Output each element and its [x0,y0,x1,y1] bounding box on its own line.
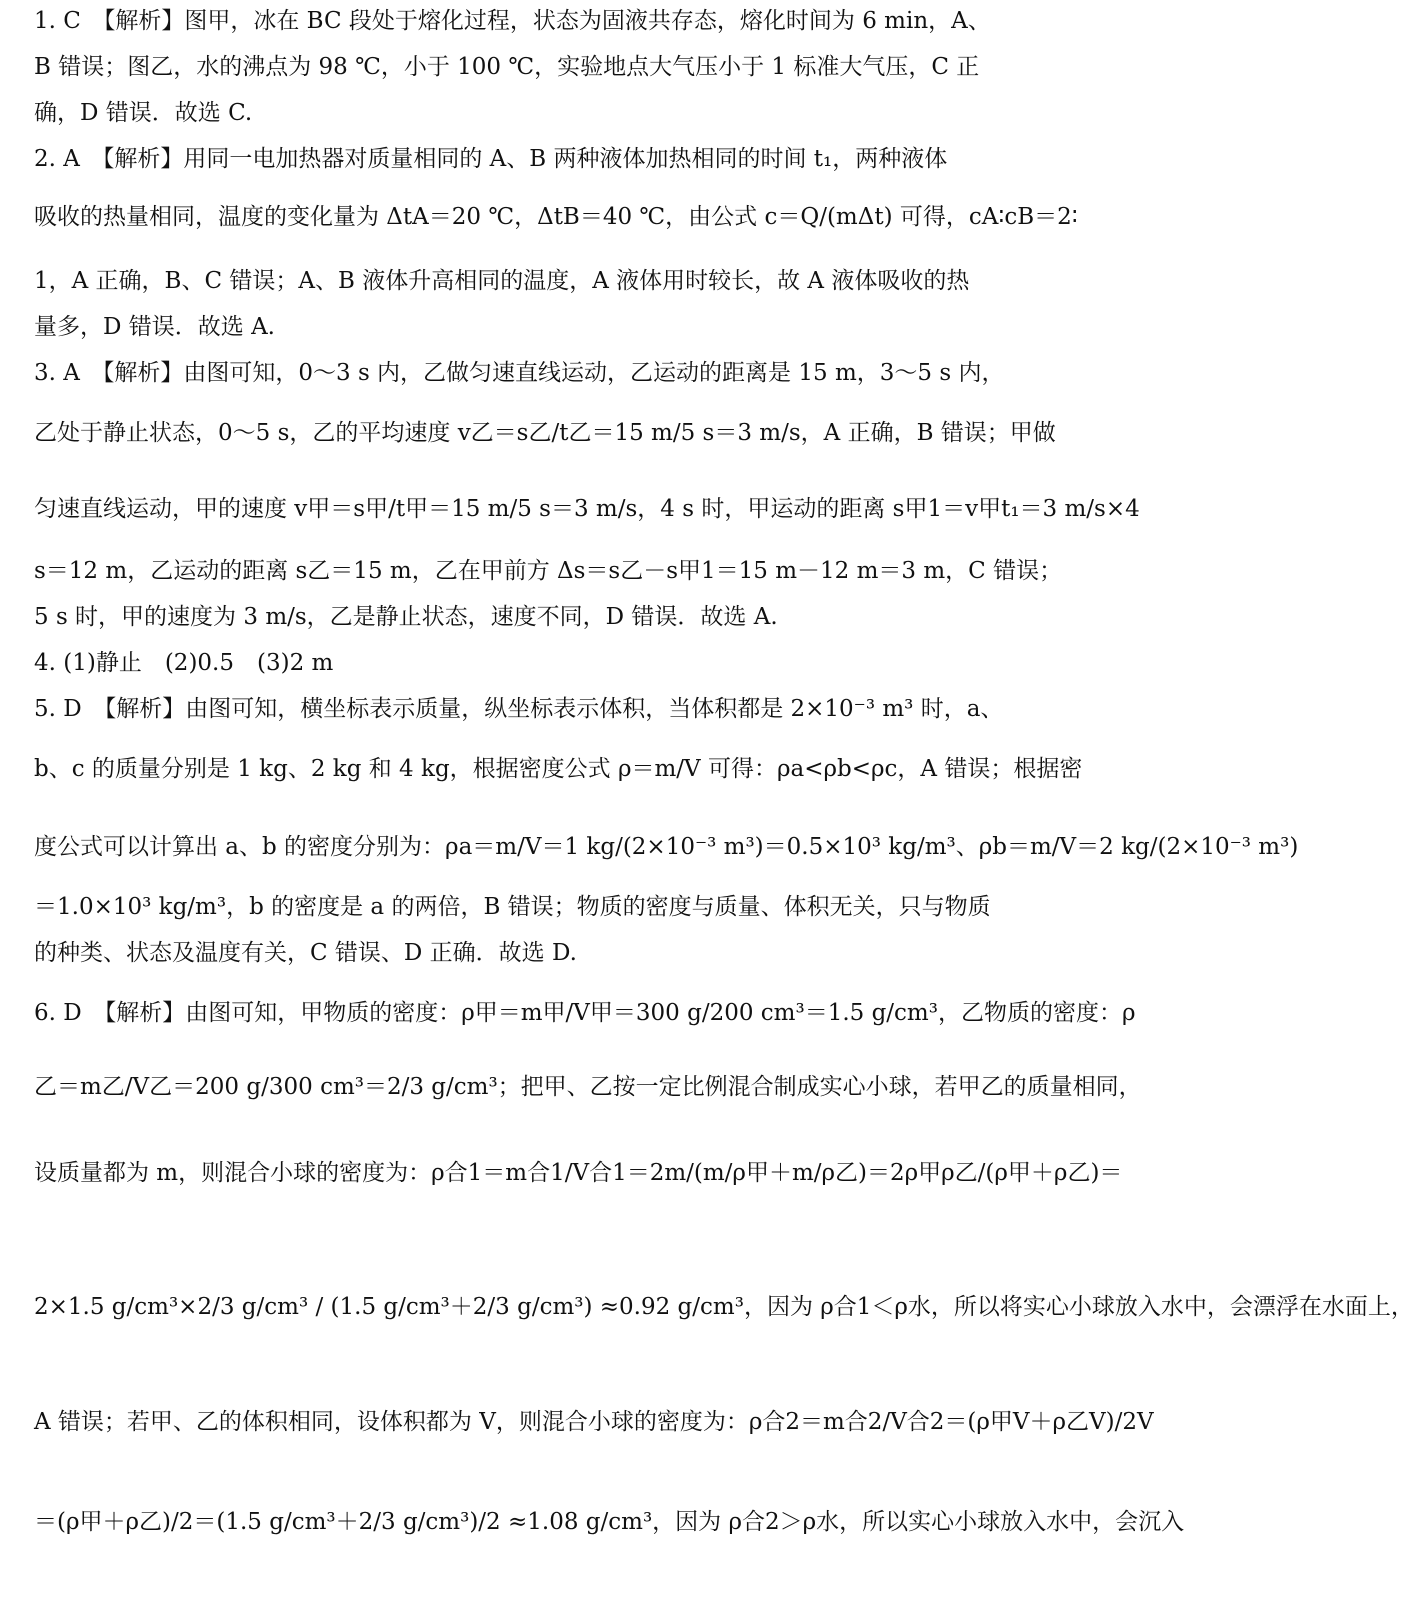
text-line: 的种类、状态及温度有关，C 错误、D 正确．故选 D. [34,940,577,966]
text-line: 设质量都为 m，则混合小球的密度为：ρ合1＝m合1/V合1＝2m/(m/ρ甲＋m/ρ乙)＝2ρ甲ρ乙/(ρ甲＋ρ乙)＝ [34,1160,1123,1186]
text-line: 确，D 错误．故选 C. [34,100,253,126]
text-line: s＝12 m，乙运动的距离 s乙＝15 m，乙在甲前方 Δs＝s乙－s甲1＝15 m－12 m＝3 m，C 错误； [34,558,1063,584]
text-line: B 错误；图乙，水的沸点为 98 ℃，小于 100 ℃，实验地点大气压小于 1 标准大气压，C 正 [34,54,980,80]
text-line: 乙处于静止状态，0～5 s，乙的平均速度 v乙＝s乙/t乙＝15 m/5 s＝3 m/s，A 正确，B 错误；甲做 [34,420,1056,446]
text-line: ＝1.0×10³ kg/m³，b 的密度是 a 的两倍，B 错误；物质的密度与质量、体积无关，只与物质 [34,894,991,920]
text-line: 乙＝m乙/V乙＝200 g/300 cm³＝2/3 g/cm³；把甲、乙按一定比例混合制成实心小球，若甲乙的质量相同， [34,1074,1142,1100]
text-line: b、c 的质量分别是 1 kg、2 kg 和 4 kg，根据密度公式 ρ＝m/V 可得：ρa<ρb<ρc，A 错误；根据密 [34,756,1083,782]
text-line: 3. A 【解析】由图可知，0～3 s 内，乙做匀速直线运动，乙运动的距离是 15 m，3～5 s 内， [34,360,1005,386]
text-line: A 错误；若甲、乙的体积相同，设体积都为 V，则混合小球的密度为：ρ合2＝m合2/V合2＝(ρ甲V＋ρ乙V)/2V [34,1409,1154,1435]
text-line: 1，A 正确，B、C 错误；A、B 液体升高相同的温度，A 液体用时较长，故 A 液体吸收的热 [34,268,970,294]
text-line: 度公式可以计算出 a、b 的密度分别为：ρa＝m/V＝1 kg/(2×10⁻³ m³)＝0.5×10³ kg/m³、ρb＝m/V＝2 kg/(2×10⁻³ m³) [34,834,1299,860]
text-line: 5. D 【解析】由图可知，横坐标表示质量，纵坐标表示体积，当体积都是 2×10⁻³ m³ 时，a、 [34,696,1004,722]
text-line: 1. C 【解析】图甲，冰在 BC 段处于熔化过程，状态为固液共存态，熔化时间为 6 min，A、 [34,8,991,34]
text-line: 吸收的热量相同，温度的变化量为 ΔtA＝20 ℃，ΔtB＝40 ℃，由公式 c＝Q/(mΔt) 可得，cA∶cB＝2∶ [34,204,1078,230]
text-line: ＝(ρ甲＋ρ乙)/2＝(1.5 g/cm³＋2/3 g/cm³)/2 ≈1.08 g/cm³，因为 ρ合2＞ρ水，所以实心小球放入水中，会沉入 [34,1509,1185,1535]
text-line: 4. (1)静止 (2)0.5 (3)2 m [34,650,334,676]
text-line: 量多，D 错误．故选 A. [34,314,275,340]
text-line: 匀速直线运动，甲的速度 v甲＝s甲/t甲＝15 m/5 s＝3 m/s，4 s 时，甲运动的距离 s甲1＝v甲t₁＝3 m/s×4 [34,496,1140,522]
text-line: 5 s 时，甲的速度为 3 m/s，乙是静止状态，速度不同，D 错误．故选 A. [34,604,778,630]
text-line: 2. A 【解析】用同一电加热器对质量相同的 A、B 两种液体加热相同的时间 t₁，两种液体 [34,146,948,172]
text-line: 2×1.5 g/cm³×2/3 g/cm³ / (1.5 g/cm³＋2/3 g/cm³) ≈0.92 g/cm³，因为 ρ合1＜ρ水，所以将实心小球放入水中，会漂浮在水面上， [34,1294,1414,1320]
text-line: 6. D 【解析】由图可知，甲物质的密度：ρ甲＝m甲/V甲＝300 g/200 cm³＝1.5 g/cm³，乙物质的密度：ρ [34,1000,1136,1026]
